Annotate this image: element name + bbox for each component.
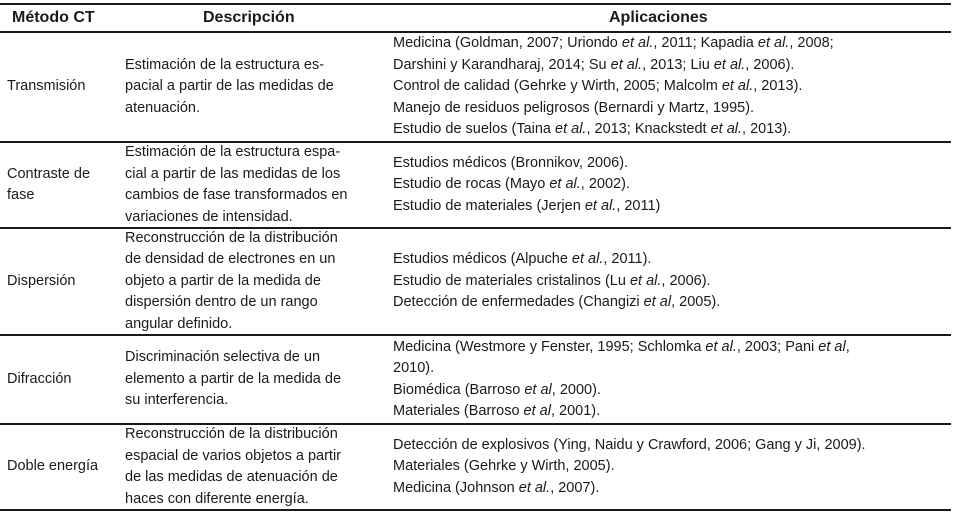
table-row-doble-energia-applications: Detección de explosivos (Ying, Naidu y Crawford, 2006; Gang y Ji, 2009). Materiales (Gehrke y Wirth, 2005). Medicina (Johnson et al., 2007). [393,436,866,496]
table-row-dispersion-method: Dispersión [7,272,76,289]
et-al-italic: et al [523,403,551,419]
table-row-doble-energia-method: Doble energía [7,458,99,475]
table-row-difraccion-applications: Medicina (Westmore y Fenster, 1995; Schlomka et al., 2003; Pani et al, 2010). Biomédica (Barroso et al, 2000). Materiales (Barroso et al, 2001). [393,338,850,419]
et-al-italic: et al. [555,121,587,138]
header-method: Método CT [12,9,95,26]
table-row-contraste-method: Contraste de fase [7,165,91,203]
et-al-italic: et al. [710,121,743,138]
et-al-italic: et al. [610,56,643,73]
table-row-transmision-description: Estimación de la estructura es- pacial a partir de las medidas de atenuación. [125,56,334,116]
table-row-contraste-applications: Estudios médicos (Bronnikov, 2006). Estudio de rocas (Mayo et al., 2002). Estudio de materiales (Jerjen et al., 2011) [393,154,661,214]
header-applications: Aplicaciones [609,9,708,26]
table-row-transmision-applications: Medicina (Goldman, 2007; Uriondo et al., 2011; Kapadia et al., 2008; Darshini y Karandharaj, 2014; Su et al., 2013; Liu et al., 2006). Control de calidad (Gehrke y Wirth, 2005; Malcolm et al., 2013). Manejo de residuos peligrosos (Bernardi y Martz, 1995). Estudio de suelos (Taina et al., 2013; Knackstedt et al., 2013). [393,35,834,138]
et-al-italic: et al. [713,56,746,73]
header-description: Descripción [203,9,295,26]
table-row-contraste-description: Estimación de la estructura espa- cial a partir de las medidas de los cambios de fase transformados en variaciones de intensidad. [125,144,348,225]
table-top-rule [0,3,951,5]
et-al-italic: et al. [757,35,790,52]
et-al-italic: et al. [549,176,581,193]
table-row-difraccion-description: Discriminación selectiva de un elemento a partir de la medida de su interferencia. [125,349,342,409]
et-al-italic: et al. [584,197,617,214]
et-al-italic: et al [818,338,846,355]
table-row-doble-energia-description: Reconstrucción de la distribución espacial de varios objetos a partir de las medidas de atenuación de haces con diferente energía. [125,426,342,507]
et-al-italic: et al. [571,251,604,268]
table-row-dispersion-applications: Estudios médicos (Alpuche et al., 2011). Estudio de materiales cristalinos (Lu et al., 2006). Detección de enfermedades (Changizi et al, 2005). [393,251,721,311]
et-al-italic: et al. [721,78,754,95]
et-al-italic: et al [524,381,552,398]
table-row-transmision-method: Transmisión [7,78,86,95]
et-al-italic: et al. [518,479,551,496]
et-al-italic: et al. [629,272,662,289]
et-al-italic: et al. [705,338,737,355]
table-row-dispersion-description: Reconstrucción de la distribución de densidad de electrones en un objeto a partir de la medida de dispersión dentro de un rango angular definido. [125,229,338,332]
et-al-italic: et al. [621,35,654,52]
et-al-italic: et al [643,294,672,311]
table-row-difraccion-method: Difracción [7,370,72,387]
